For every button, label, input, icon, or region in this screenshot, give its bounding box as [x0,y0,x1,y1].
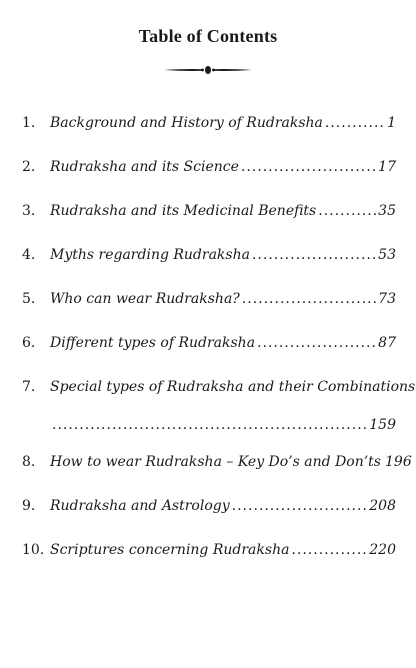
entry-page-number: 73 [378,291,396,307]
entry-title: Different types of Rudraksha [50,335,256,351]
dot-leader [318,200,376,223]
entry-title: Who can wear Rudraksha? [50,291,240,307]
toc-entry[interactable] [22,539,396,562]
entry-number: 5. [22,291,36,307]
entry-number: 6. [22,335,36,351]
divider-ornament-icon [162,64,254,76]
entry-number: 2. [22,159,36,175]
entry-title: Rudraksha and its Science [50,159,239,175]
dot-leader [232,495,368,518]
entry-page-number: 53 [378,247,396,263]
toc-list [22,112,416,583]
entry-page-number: 35 [378,203,396,219]
entry-number: 4. [22,247,36,263]
entry-number: 7. [22,379,36,395]
entry-title: How to wear Rudraksha – Key Do’s and Don’ts [50,454,381,470]
entry-page-number: 17 [378,159,396,175]
entry-number: 3. [22,203,36,219]
toc-entry[interactable] [22,244,396,267]
entry-title: Rudraksha and its Medicinal Benefits [50,203,317,219]
entry-title: Myths regarding Rudraksha [50,247,250,263]
dot-leader [242,288,376,311]
entry-page-number: 1 [387,115,396,131]
entry-number: 8. [22,454,36,470]
toc-entry[interactable] [22,156,396,179]
toc-entry[interactable] [22,332,396,355]
entry-page-number: 87 [378,335,396,351]
entry-number: 10. [22,542,45,558]
entry-page-number: 159 [369,417,396,433]
entry-title: Special types of Rudraksha and their Combinations [50,379,416,395]
entry-number: 9. [22,498,36,514]
toc-entry[interactable] [22,112,396,135]
toc-entry[interactable] [22,200,396,223]
entry-title: Background and History of Rudraksha [50,115,323,131]
entry-title: Scriptures concerning Rudraksha [50,542,290,558]
entry-page-number: 196 [385,454,412,470]
dot-leader [52,414,367,437]
dot-leader [291,539,367,562]
toc-entry[interactable] [22,288,396,311]
entry-page-number: 220 [369,542,396,558]
page-title: Table of Contents [138,26,278,46]
entry-number: 1. [22,115,36,131]
dot-leader [257,332,376,355]
toc-entry[interactable] [22,495,396,518]
toc-entry[interactable] [22,451,412,474]
toc-entry[interactable] [22,376,416,439]
dot-leader [241,156,376,179]
entry-title: Rudraksha and Astrology [50,498,230,514]
dot-leader [252,244,376,267]
entry-page-number: 208 [369,498,396,514]
dot-leader [325,112,385,135]
